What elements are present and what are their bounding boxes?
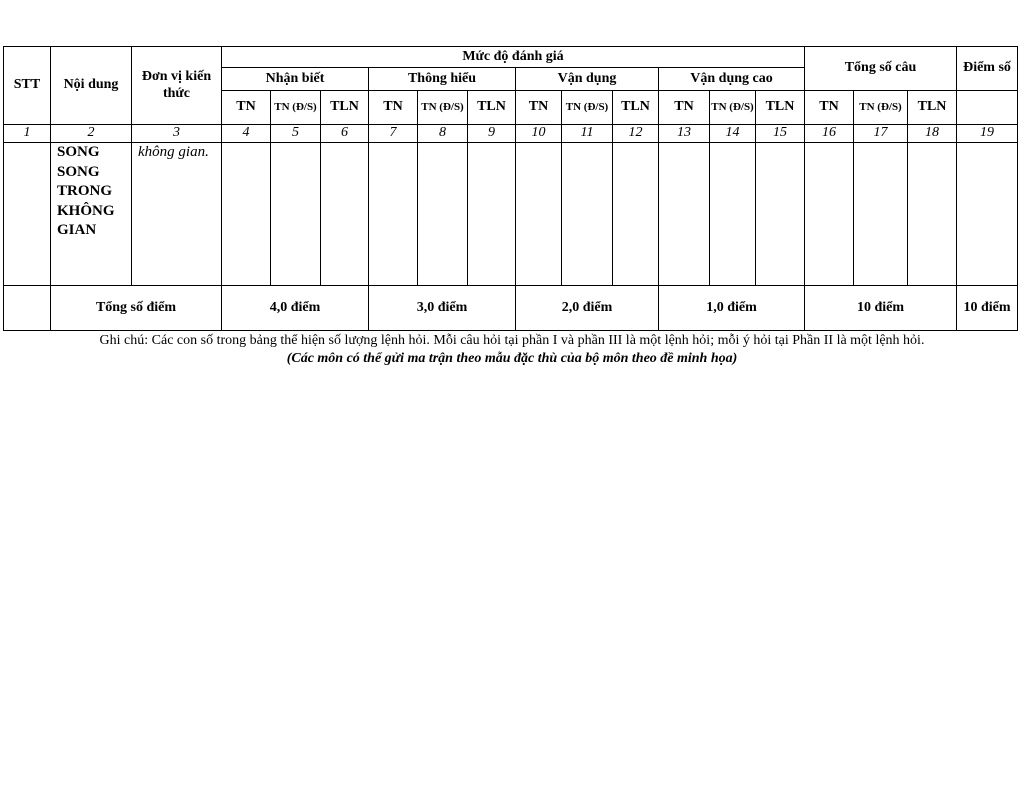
header-tln: TLN <box>468 91 516 125</box>
noi-dung-cell: SONG SONG TRONG KHÔNG GIAN <box>51 143 132 286</box>
header-tn-ds: TN (Đ/S) <box>854 91 908 125</box>
col-number: 7 <box>369 125 418 143</box>
value-cell <box>957 143 1018 286</box>
col-number: 18 <box>908 125 957 143</box>
header-tn: TN <box>222 91 271 125</box>
header-tln: TLN <box>613 91 659 125</box>
col-number: 3 <box>132 125 222 143</box>
value-cell <box>908 143 957 286</box>
col-number: 16 <box>805 125 854 143</box>
total-stt-cell <box>4 286 51 331</box>
total-diem-so: 10 điểm <box>957 286 1018 331</box>
don-vi-cell: không gian. <box>132 143 222 286</box>
value-cell <box>710 143 756 286</box>
col-number: 12 <box>613 125 659 143</box>
value-cell <box>271 143 321 286</box>
total-tong-so-cau: 10 điểm <box>805 286 957 331</box>
header-van-dung: Vận dụng <box>516 68 659 91</box>
header-tn: TN <box>805 91 854 125</box>
header-muc-do-danh-gia: Mức độ đánh giá <box>222 47 805 68</box>
column-number-row <box>4 125 1018 143</box>
value-cell <box>805 143 854 286</box>
col-number: 19 <box>957 125 1018 143</box>
total-row <box>4 286 1018 331</box>
header-stt: STT <box>4 47 51 125</box>
header-thong-hieu: Thông hiểu <box>369 68 516 91</box>
value-cell <box>418 143 468 286</box>
col-number: 17 <box>854 125 908 143</box>
col-number: 14 <box>710 125 756 143</box>
col-number: 8 <box>418 125 468 143</box>
footnote-italic: (Các môn có thể gửi ma trận theo mẫu đặc thù của bộ môn theo đề minh họa) <box>286 351 738 366</box>
header-nhan-biet: Nhận biết <box>222 68 369 91</box>
total-van-dung-cao: 1,0 điểm <box>659 286 805 331</box>
value-cell <box>756 143 805 286</box>
total-nhan-biet: 4,0 điểm <box>222 286 369 331</box>
header-diem-so: Điểm số <box>957 47 1018 91</box>
header-tn: TN <box>369 91 418 125</box>
header-tn: TN <box>516 91 562 125</box>
total-label: Tổng số điểm <box>51 286 222 331</box>
col-number: 5 <box>271 125 321 143</box>
value-cell <box>369 143 418 286</box>
assessment-matrix-table <box>3 46 1018 331</box>
header-row-1 <box>4 47 1018 68</box>
total-van-dung: 2,0 điểm <box>516 286 659 331</box>
stt-cell <box>4 143 51 286</box>
header-tn-ds: TN (Đ/S) <box>418 91 468 125</box>
col-number: 1 <box>4 125 51 143</box>
header-tong-so-cau: Tổng số câu <box>805 47 957 91</box>
content-row <box>4 143 1018 286</box>
col-number: 9 <box>468 125 516 143</box>
col-number: 6 <box>321 125 369 143</box>
col-number: 13 <box>659 125 710 143</box>
col-number: 2 <box>51 125 132 143</box>
col-number: 10 <box>516 125 562 143</box>
total-thong-hieu: 3,0 điểm <box>369 286 516 331</box>
header-tn-ds: TN (Đ/S) <box>562 91 613 125</box>
header-van-dung-cao: Vận dụng cao <box>659 68 805 91</box>
header-tn-ds: TN (Đ/S) <box>710 91 756 125</box>
header-tln: TLN <box>908 91 957 125</box>
header-don-vi-kien-thuc: Đơn vị kiến thức <box>132 47 222 125</box>
header-tln: TLN <box>321 91 369 125</box>
col-number: 4 <box>222 125 271 143</box>
value-cell <box>613 143 659 286</box>
col-number: 15 <box>756 125 805 143</box>
value-cell <box>468 143 516 286</box>
col-number: 11 <box>562 125 613 143</box>
header-tln: TLN <box>756 91 805 125</box>
header-noi-dung: Nội dung <box>51 47 132 125</box>
value-cell <box>659 143 710 286</box>
value-cell <box>854 143 908 286</box>
header-empty-cell <box>957 91 1018 125</box>
value-cell <box>516 143 562 286</box>
footnote: Ghi chú: Các con số trong bảng thể hiện số lượng lệnh hỏi. Mỗi câu hỏi tại phần I và phần III là một lệnh hỏi; mỗi ý hỏi tại Phần II là một lệnh hỏi. <box>99 333 925 348</box>
header-tn-ds: TN (Đ/S) <box>271 91 321 125</box>
value-cell <box>562 143 613 286</box>
header-tn: TN <box>659 91 710 125</box>
value-cell <box>222 143 271 286</box>
value-cell <box>321 143 369 286</box>
